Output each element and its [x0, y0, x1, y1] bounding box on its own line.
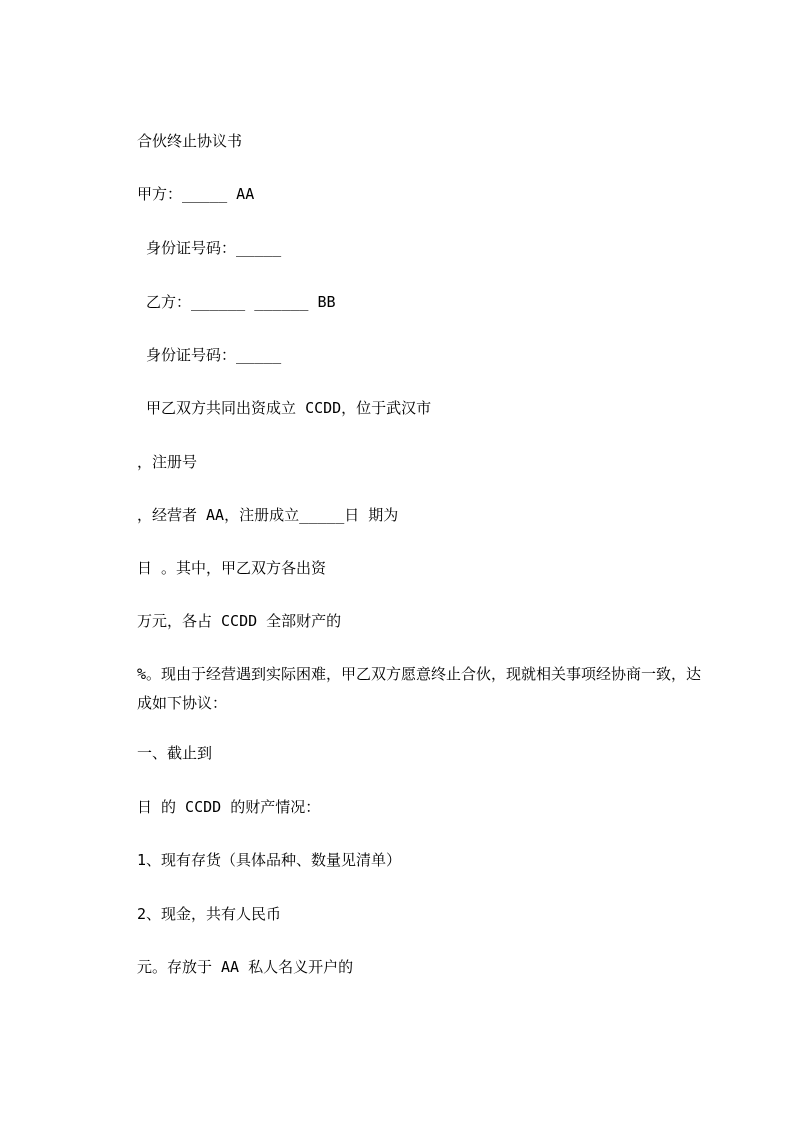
paragraph-line: 甲乙双方共同出资成立 CCDD，位于武汉市 [137, 399, 432, 417]
section-heading: 一、截止到 [137, 744, 213, 762]
list-item: 1、现有存货（具体品种、数量见清单） [137, 851, 402, 869]
paragraph-block: %。现由于经营遇到实际困难，甲乙双方愿意终止合伙，现就相关事项经协商一致，达成如下协议： [137, 665, 702, 712]
list-item: 2、现金，共有人民币 [137, 905, 282, 923]
party-a-line: 甲方：_____ AA [137, 185, 255, 203]
party-a-id-line: 身份证号码：_____ [137, 239, 282, 257]
paragraph-line: ，经营者 AA，注册成立_____日 期为 [137, 506, 399, 524]
paragraph-line: 日 。其中，甲乙双方各出资 [137, 559, 327, 577]
document-title: 合伙终止协议书 [137, 132, 243, 150]
paragraph-line: 万元，各占 CCDD 全部财产的 [137, 612, 342, 630]
paragraph-line: 日 的 CCDD 的财产情况： [137, 798, 321, 816]
party-b-id-line: 身份证号码：_____ [137, 346, 282, 364]
paragraph-line: 元。存放于 AA 私人名义开户的 [137, 958, 354, 976]
party-b-line: 乙方：______ ______ BB [137, 293, 336, 311]
paragraph-line: ，注册号 [137, 453, 198, 471]
